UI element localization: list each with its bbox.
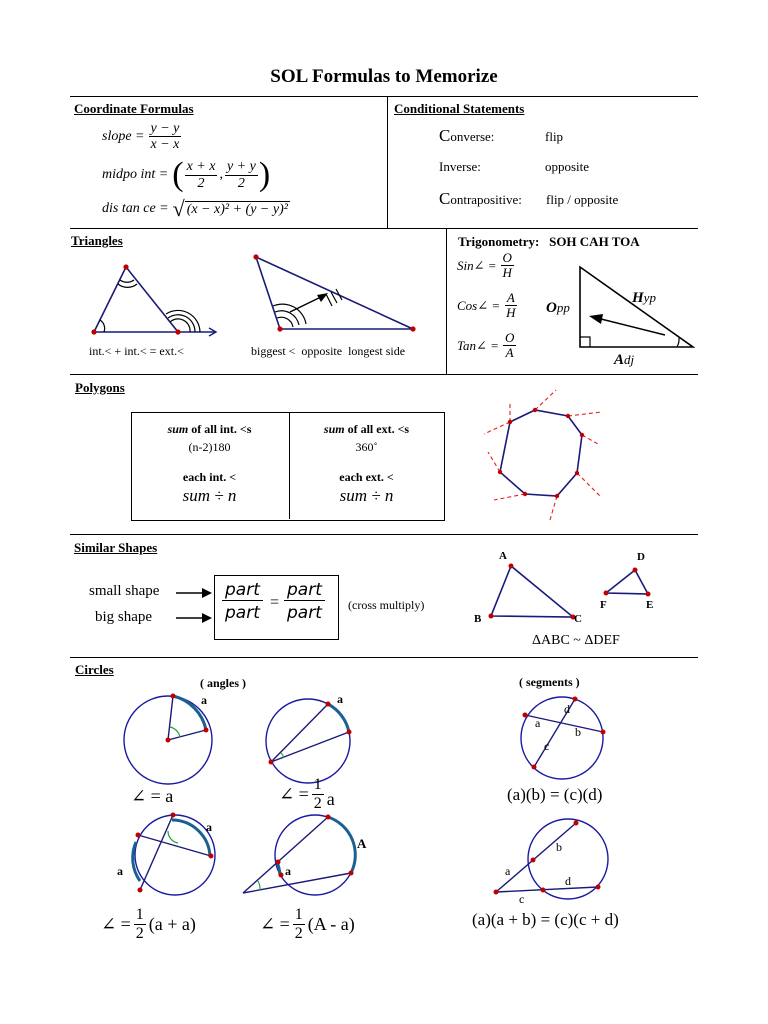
part-numerator: part <box>284 580 325 601</box>
ext-sum-value: 360˚ <box>355 440 378 454</box>
segment-label-c: c <box>544 739 550 753</box>
central-angle-formula: ∠ = a <box>131 786 174 806</box>
converse-initial: C <box>439 126 451 145</box>
vertex-point <box>279 873 284 878</box>
divider <box>387 96 388 228</box>
slope-label: slope = <box>102 128 145 144</box>
angle-arc <box>258 881 260 890</box>
vertex-point <box>209 854 214 859</box>
part-numerator: part <box>222 580 263 601</box>
right-angle-mark <box>580 337 590 347</box>
divider <box>70 374 698 375</box>
mid-x-numerator: x + x <box>186 159 216 175</box>
chord <box>271 732 349 762</box>
label-b: B <box>474 613 482 625</box>
half-fraction <box>134 906 146 942</box>
vertex-point <box>555 494 559 498</box>
each-int-formula: sum ÷ n <box>182 486 237 505</box>
opp-rest: pp <box>556 300 570 315</box>
divider <box>70 657 698 658</box>
sin-denominator: H <box>502 265 512 281</box>
hyp-initial: H <box>632 290 644 306</box>
vertex-point <box>498 470 502 474</box>
midpoint-label: midpo int = <box>102 167 169 182</box>
chord <box>271 704 328 762</box>
tan-denominator: A <box>505 345 514 361</box>
conditional-row-inverse <box>439 159 481 175</box>
angle-equals: ∠ = <box>101 913 131 934</box>
equals-sign: = <box>270 594 280 611</box>
vertex-point <box>410 326 415 331</box>
vertex-point <box>646 592 651 597</box>
segments-title: ( segments ) <box>519 675 580 689</box>
proportion-left <box>222 580 263 623</box>
half-fraction <box>312 776 324 812</box>
angle-arc <box>118 284 137 287</box>
vertex-point <box>326 815 331 820</box>
radius <box>168 730 206 740</box>
angle-arc <box>168 831 178 843</box>
ext-sum-label <box>290 422 443 437</box>
segment-label-a: a <box>505 864 511 878</box>
sqrt-icon: √ <box>172 196 185 221</box>
half-denominator: 2 <box>294 924 303 942</box>
vertex-point <box>171 694 176 699</box>
segment-label-d: d <box>565 874 571 888</box>
radius <box>168 696 173 740</box>
each-ext-label: each ext. < <box>339 470 394 484</box>
converse-label: onverse: <box>450 129 495 144</box>
vertex-point <box>204 728 209 733</box>
triangle-caption-longest: biggest < opposite longest side <box>251 344 406 358</box>
cos-denominator: H <box>506 305 516 321</box>
small-shape-label: small shape <box>89 583 160 599</box>
arrowhead-icon <box>589 314 603 324</box>
cos-label: Cos∠ = <box>457 297 501 313</box>
intercepted-arc <box>328 704 349 732</box>
sum-word: sum <box>167 422 189 436</box>
vertex-point <box>123 264 128 269</box>
cross-multiply-note: (cross multiply) <box>348 598 425 612</box>
vertex-point <box>575 471 579 475</box>
intercepted-arc <box>328 817 355 873</box>
vertex-point <box>489 614 494 619</box>
triangle-def <box>606 570 648 594</box>
arc-label: a <box>117 864 123 878</box>
segment-label-d: d <box>564 702 570 716</box>
label-d: D <box>637 551 645 563</box>
distance-expression: (x − x)² + (y − y)² <box>186 201 288 217</box>
mid-y-denominator: 2 <box>237 175 245 191</box>
right-triangle-diagram <box>575 262 700 354</box>
angle-arc <box>677 338 679 347</box>
half-denominator: 2 <box>135 924 144 942</box>
contrapositive-initial: C <box>439 189 451 208</box>
extended-side <box>488 452 500 472</box>
label-f: F <box>600 599 607 611</box>
vertex-point <box>508 420 512 424</box>
secant-angle-term: (A - a) <box>307 913 355 934</box>
secant-segments-formula: (a)(a + b) = (c)(c + d) <box>472 910 619 929</box>
each-int-label: each int. < <box>182 470 237 484</box>
part-denominator: part <box>225 603 260 623</box>
half-denominator: 2 <box>313 794 322 812</box>
secant <box>496 823 576 892</box>
tan-fraction <box>503 331 516 361</box>
extended-side <box>494 494 525 500</box>
angle-arc <box>120 280 134 282</box>
page-title: SOL Formulas to Memorize <box>270 66 498 87</box>
chord <box>138 835 211 856</box>
half-numerator: 1 <box>294 906 303 923</box>
vertex-point <box>494 890 499 895</box>
sin-fraction <box>501 251 514 281</box>
triangle-diagrams <box>70 240 446 350</box>
slope-fraction <box>149 121 182 153</box>
left-paren: ( <box>172 156 184 193</box>
angle-arc <box>170 727 180 737</box>
vertex-point <box>326 702 331 707</box>
secant-angle-formula <box>260 906 355 942</box>
coordinate-header: Coordinate Formulas <box>74 101 194 116</box>
vertex-point <box>596 885 601 890</box>
vertex-point <box>574 821 579 826</box>
hyp-rest: yp <box>643 290 656 305</box>
similar-arrows <box>174 584 214 628</box>
vertex-point <box>171 813 176 818</box>
extended-side <box>535 390 556 410</box>
label-a: A <box>499 550 507 562</box>
vertex-point <box>136 833 141 838</box>
ext-sum-text: of all ext. <s <box>344 422 410 436</box>
largest-angle-triangle <box>256 257 413 329</box>
vertex-point <box>601 730 606 735</box>
sin-numerator: O <box>502 250 512 265</box>
vertex-point <box>531 858 536 863</box>
vertex-point <box>276 860 281 865</box>
polygons-header: Polygons <box>75 380 125 395</box>
inverse-label: Inverse: <box>439 159 481 174</box>
each-ext-formula: sum ÷ n <box>339 486 394 505</box>
vertex-point <box>533 408 537 412</box>
inscribed-angle-formula <box>279 776 335 812</box>
circle-outline <box>135 815 215 895</box>
hyp-label <box>632 290 656 307</box>
right-triangle <box>580 267 693 347</box>
intercepted-arc <box>172 820 210 857</box>
comma: , <box>219 167 223 182</box>
int-sum-text: of all int. <s <box>188 422 252 436</box>
octagon-diagram <box>480 388 610 526</box>
int-sum-label <box>131 422 288 437</box>
extended-side <box>550 496 557 520</box>
sin-label: Sin∠ = <box>457 257 497 273</box>
triangle-caption-exterior: int.< + int.< = ext.< <box>89 344 184 358</box>
vertex-point <box>347 730 352 735</box>
similarity-statement: ΔABC ~ ΔDEF <box>532 633 620 648</box>
cos-formula <box>457 291 518 321</box>
vertex-point <box>573 697 578 702</box>
big-shape-label: big shape <box>95 609 153 625</box>
segment-label-a: a <box>535 716 541 730</box>
angle-equals: ∠ = <box>260 913 290 934</box>
vertex-point <box>91 329 96 334</box>
vertex-point <box>541 888 546 893</box>
arc-label: a <box>206 820 212 834</box>
octagon <box>500 410 582 496</box>
chord-segments-formula: (a)(b) = (c)(d) <box>507 785 603 804</box>
label-e: E <box>646 599 654 611</box>
sin-formula <box>457 251 514 281</box>
cos-numerator: A <box>506 290 515 305</box>
tan-formula <box>457 331 516 361</box>
arc-label: a <box>337 692 343 706</box>
chord-angle-formula <box>101 906 196 942</box>
proportion-right <box>284 580 325 623</box>
vertex-point <box>175 329 180 334</box>
similar-header: Similar Shapes <box>74 540 158 555</box>
arrowhead-icon <box>202 613 212 623</box>
arc-label: a <box>201 693 207 707</box>
vertex-point <box>253 254 258 259</box>
right-paren: ) <box>258 156 271 193</box>
midpoint-formula <box>102 158 270 192</box>
mid-y-numerator: y + y <box>226 159 256 175</box>
inverse-value: opposite <box>545 159 590 174</box>
tan-label: Tan∠ = <box>457 337 499 353</box>
sum-word: sum <box>323 422 345 436</box>
divider <box>70 228 698 229</box>
midpoint-x <box>185 159 218 191</box>
adj-label <box>614 352 634 369</box>
vertex-point <box>633 568 638 573</box>
part-denominator: part <box>287 603 322 623</box>
mid-x-denominator: 2 <box>197 175 205 191</box>
vertex-point <box>532 765 537 770</box>
conditional-row-contrapositive <box>439 189 522 209</box>
divider <box>446 228 447 374</box>
distance-formula <box>102 196 290 222</box>
vertex-point <box>604 591 609 596</box>
vertex-point <box>580 433 584 437</box>
arc-label: A <box>357 836 367 851</box>
converse-value: flip <box>545 129 564 144</box>
contrapositive-value: flip / opposite <box>546 192 619 207</box>
extended-side <box>484 422 510 434</box>
vertex-point <box>509 564 514 569</box>
distance-label: dis tan ce = <box>102 201 169 216</box>
vertex-point <box>166 738 171 743</box>
extended-side <box>577 473 600 496</box>
vertex-point <box>138 888 143 893</box>
cos-fraction <box>504 291 517 321</box>
opp-initial: O <box>546 300 557 316</box>
contrapositive-label: ontrapositive: <box>450 192 522 207</box>
angle-arc <box>100 320 105 332</box>
vertex-point <box>269 760 274 765</box>
pointer-arrow <box>601 319 665 335</box>
segment-label-b: b <box>556 840 562 854</box>
tan-numerator: O <box>504 330 515 345</box>
vertex-point <box>277 326 282 331</box>
vertex-point <box>523 713 528 718</box>
angle-equals: ∠ = <box>279 783 309 804</box>
chord-angle-term: (a + a) <box>148 913 196 934</box>
segment-label-c: c <box>519 892 525 906</box>
circles-header: Circles <box>75 662 114 677</box>
half-fraction <box>293 906 305 942</box>
slope-denominator: x − x <box>150 137 180 153</box>
opp-label <box>546 300 570 317</box>
triangle-abc <box>491 566 573 617</box>
triangles-header: Triangles <box>71 233 123 248</box>
conditional-row-converse <box>439 126 494 146</box>
tick-mark <box>326 294 332 306</box>
exterior-angle-triangle <box>94 267 178 332</box>
secant <box>496 887 598 892</box>
adj-rest: dj <box>624 352 635 367</box>
angles-title: ( angles ) <box>200 676 246 690</box>
vertex-point <box>566 414 570 418</box>
trig-header: Trigonometry: SOH CAH TOA <box>458 234 640 249</box>
extended-side <box>582 435 598 444</box>
midpoint-y <box>225 159 258 191</box>
vertex-point <box>523 492 527 496</box>
half-numerator: 1 <box>135 906 144 923</box>
arc-label: a <box>285 864 291 878</box>
chord <box>140 815 173 890</box>
int-sum-value: (n-2)180 <box>188 440 231 454</box>
conditional-header: Conditional Statements <box>394 101 525 116</box>
inscribed-angle-term: a <box>326 788 335 809</box>
segment-label-b: b <box>575 725 581 739</box>
divider <box>70 534 698 535</box>
label-c: C <box>574 613 582 625</box>
extended-side <box>568 412 602 416</box>
slope-numerator: y − y <box>150 121 180 136</box>
slope-formula <box>102 121 181 153</box>
half-numerator: 1 <box>313 776 322 793</box>
vertex-point <box>349 871 354 876</box>
arrowhead-icon <box>202 588 212 598</box>
divider <box>70 96 698 97</box>
adj-initial: A <box>614 352 625 368</box>
